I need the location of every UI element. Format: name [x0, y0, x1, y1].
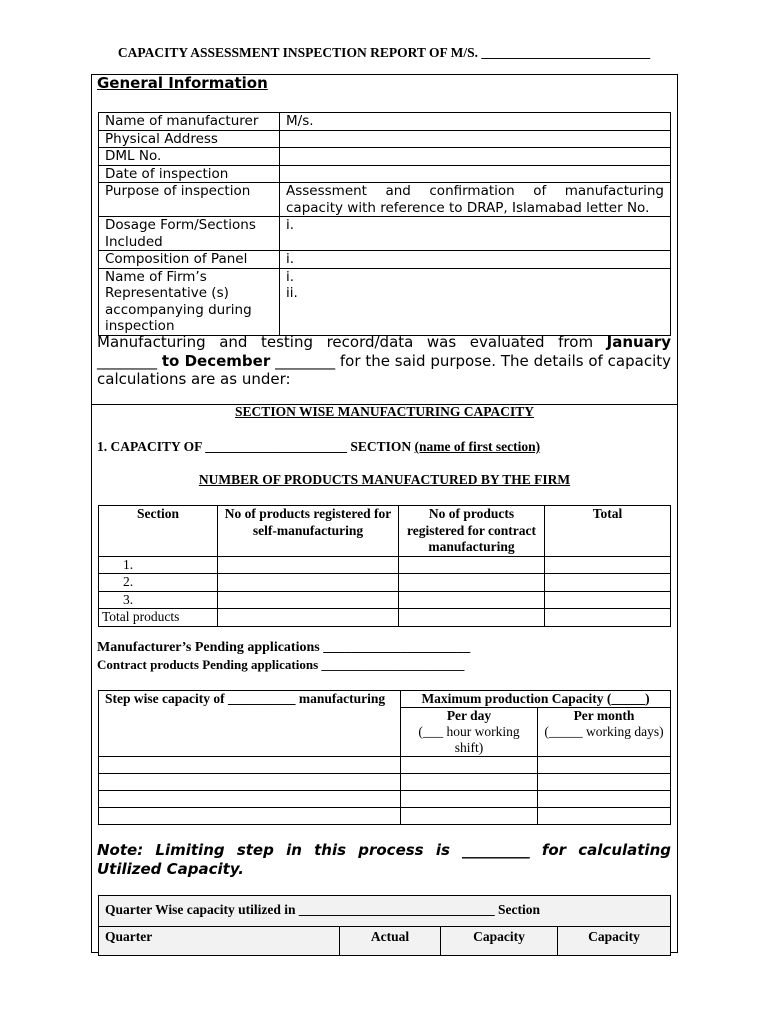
table-cell[interactable] — [538, 808, 671, 825]
table-cell[interactable] — [545, 556, 671, 574]
general-information-heading: General Information — [97, 74, 268, 92]
table-cell[interactable] — [401, 791, 538, 808]
table-row — [99, 556, 671, 574]
table-cell[interactable] — [399, 556, 545, 574]
table-header-row — [99, 691, 671, 708]
table-header-row — [99, 896, 671, 927]
value-dosage-form[interactable]: i. — [280, 217, 671, 251]
representative-item-1: i. — [286, 268, 295, 285]
eval-start-month: January — [606, 333, 671, 351]
header-capacity: Capacity — [441, 927, 558, 956]
header-actual: Actual — [340, 927, 441, 956]
table-row — [99, 757, 671, 774]
report-title: CAPACITY ASSESSMENT INSPECTION REPORT OF M/S. _________________________ — [117, 45, 651, 60]
table-cell[interactable] — [99, 791, 401, 808]
label-firm-representative: Name of Firm’s Representative (s) accompanying during inspection — [99, 268, 280, 335]
label-physical-address: Physical Address — [99, 130, 280, 148]
table-cell[interactable] — [401, 808, 538, 825]
row-label: 3. — [99, 591, 218, 609]
quarter-table-title: Quarter Wise capacity utilized in _____________________________ Section — [99, 896, 671, 927]
header-per-month — [538, 708, 671, 757]
table-header-row — [99, 506, 671, 557]
table-cell[interactable] — [538, 774, 671, 791]
header-section: Section — [99, 506, 218, 557]
table-cell[interactable] — [399, 609, 545, 627]
step-wise-capacity-table — [98, 690, 671, 825]
table-row — [99, 113, 671, 131]
header-step-wise-capacity: Step wise capacity of __________ manufacturing — [99, 691, 401, 757]
label-manufacturer: Name of manufacturer — [99, 113, 280, 131]
table-cell[interactable] — [99, 774, 401, 791]
table-cell[interactable] — [401, 774, 538, 791]
label-date-of-inspection: Date of inspection — [99, 165, 280, 183]
contract-pending-applications: Contract products Pending applications ______________________ — [97, 657, 465, 672]
table-cell[interactable] — [218, 609, 399, 627]
header-contract-manufacturing: No of products registered for contract manufacturing — [399, 506, 545, 557]
section-wise-title: SECTION WISE MANUFACTURING CAPACITY — [235, 404, 534, 419]
eval-end-month: to December — [161, 351, 271, 370]
general-information-table — [98, 112, 671, 336]
capacity-line-section-name: (name of first section) — [414, 439, 541, 454]
per-day-label: Per day — [446, 708, 492, 723]
eval-text-2: ________ — [97, 351, 162, 370]
table-row — [99, 808, 671, 825]
table-cell[interactable] — [218, 556, 399, 574]
row-label: 2. — [99, 574, 218, 592]
header-total: Total — [545, 506, 671, 557]
table-cell[interactable] — [218, 591, 399, 609]
table-row — [99, 591, 671, 609]
value-dml-no[interactable] — [280, 148, 671, 166]
table-cell[interactable] — [545, 574, 671, 592]
table-cell[interactable] — [538, 757, 671, 774]
header-maximum-production-capacity: Maximum production Capacity (_____) — [401, 691, 671, 708]
table-cell[interactable] — [399, 591, 545, 609]
representative-item-2: ii. — [286, 285, 298, 301]
table-row — [99, 268, 671, 335]
table-cell[interactable] — [545, 591, 671, 609]
table-cell[interactable] — [399, 574, 545, 592]
per-day-subtext: (___ hour working shift) — [418, 724, 520, 755]
table-row — [99, 183, 671, 217]
table-header-row — [99, 927, 671, 956]
label-dosage-form: Dosage Form/Sections Included — [99, 217, 280, 251]
label-dml-no: DML No. — [99, 148, 280, 166]
products-table — [98, 505, 671, 627]
quarter-wise-capacity-table — [98, 895, 671, 956]
evaluation-paragraph — [97, 333, 671, 389]
table-cell[interactable] — [538, 791, 671, 808]
manufacturer-pending-applications: Manufacturer’s Pending applications _____________________ — [97, 640, 471, 655]
value-date-of-inspection[interactable] — [280, 165, 671, 183]
table-row — [99, 148, 671, 166]
table-cell[interactable] — [545, 609, 671, 627]
limiting-step-note: Note: Limiting step in this process is _________ for calculating Utilized Capacity. — [97, 841, 671, 878]
table-row — [99, 574, 671, 592]
value-purpose[interactable]: Assessment and confirmation of manufacturing capacity with reference to DRAP, Islamabad letter No. — [280, 183, 671, 217]
table-cell[interactable] — [99, 757, 401, 774]
table-row — [99, 791, 671, 808]
capacity-line-text: 1. CAPACITY OF _____________________ SECTION — [97, 439, 412, 454]
label-purpose: Purpose of inspection — [99, 183, 280, 217]
value-physical-address[interactable] — [280, 130, 671, 148]
label-composition-of-panel: Composition of Panel — [99, 251, 280, 269]
per-month-subtext: (_____ working days) — [544, 724, 664, 739]
per-month-label: Per month — [573, 708, 635, 723]
value-manufacturer[interactable]: M/s. — [280, 113, 671, 131]
header-per-day — [401, 708, 538, 757]
table-cell[interactable] — [99, 808, 401, 825]
products-title: NUMBER OF PRODUCTS MANUFACTURED BY THE FIRM — [198, 472, 571, 487]
capacity-of-section-line — [97, 439, 540, 455]
table-cell[interactable] — [401, 757, 538, 774]
value-composition-of-panel[interactable]: i. — [280, 251, 671, 269]
header-quarter: Quarter — [99, 927, 340, 956]
table-row — [99, 609, 671, 627]
table-row — [99, 165, 671, 183]
eval-text-3: ________ for the said purpose. The details of capacity calculations are as under: — [97, 351, 671, 388]
table-row — [99, 130, 671, 148]
value-firm-representative[interactable] — [280, 268, 671, 335]
header-self-manufacturing: No of products registered for self-manufacturing — [218, 506, 399, 557]
row-label: 1. — [99, 556, 218, 574]
table-cell[interactable] — [218, 574, 399, 592]
table-row — [99, 217, 671, 251]
row-label-total: Total products — [99, 609, 218, 627]
eval-text-1: Manufacturing and testing record/data was evaluated from — [97, 333, 607, 351]
header-capacity-2: Capacity — [558, 927, 671, 956]
table-row — [99, 251, 671, 269]
table-row — [99, 774, 671, 791]
